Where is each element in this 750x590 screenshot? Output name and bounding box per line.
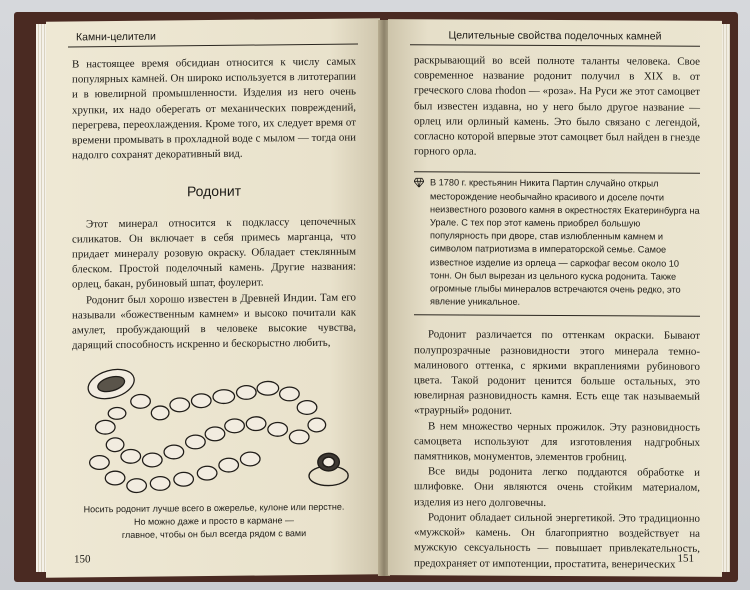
illustration-caption [72,501,356,543]
paragraph: В настоящее время обсидиан относится к числу самых популярных камней. Он широко используется в литотерапии и в ювелирной промышленности. Изделия из него очень хрупки, их надо оберегать от механических повреждений, перегрева, переохлаждения. Кроме того, их следует время от времени промывать в прохладной воде с мылом — тогда они надолго сохранят декоративный вид. [72,55,356,162]
ring-drawing [309,454,348,487]
paragraph: В нем множество черных прожилок. Эту разновидность самоцвета используют для изготовления надгробных памятников, монументов, элементов гробниц. [414,420,700,464]
paragraph: Родонит был хорошо известен в Древней Индии. Там его называли «божественным камнем» и высоко почитали как амулет, пробуждающий в человеке высокие чувства, дарящий способность искренно и бескорыстно любить, [72,291,356,352]
running-head-left: Камни-целители [68,28,358,47]
rhodonite-jewelry-illustration [72,359,356,502]
caption-line: главное, чтобы он был всегда рядом с вами [121,528,307,541]
paragraph: раскрывающий во всей полноте таланты человека. Свое современное название родонит получил в XIX в. от греческого слова rhodon — «роза». На Руси же этот самоцвет был известен издавна, но у него было другое название — орлец или орлиный камень. Это было связано с легендой, согласно которой впервые этот самоцвет был найден в гнезде горного орла. [414,54,700,158]
caption-line: Но можно даже и просто в кармане — [134,515,294,528]
note-box [414,172,700,318]
right-page-body [414,53,700,572]
note-text: В 1780 г. крестьянин Никита Партин случайно открыл месторождение необычайно красивого и доселе почти неизвестного розового камня в окрестностях Екатеринбурга на Урале. С тех пор этот камень приобрел большую популярность при дворе, став излюбленным камнем и символом патриотизма в императорской семье. Самое известное изделие из орлеца — саркофаг весом около 10 тонн. Он был вырезан из цельного куска родонита. Также огромные глыбы минералов встречаются очень редко, это явление уникальное. [430,177,700,308]
caption-line: Носить родонит лучше всего в ожерелье, кулоне или перстне. [83,502,345,515]
page-number-left: 150 [74,553,91,566]
gem-icon [414,178,424,188]
paragraph: Этот минерал относится к подклассу цепочечных силикатов. Он включает в себя примесь марганца, что придает минералу розовую окраску. Обладает стеклянным блеском. Простой поделочный камень. Другие названия: орлец, бакан, рубиновый шпат, фоулерит. [72,215,356,291]
paragraph: Все виды родонита легко поддаются обработке и шлифовке. Они являются очень стойким материалом, изделия из него долговечны. [414,465,700,509]
paragraph: Родонит обладает сильной энергетикой. Это традиционно «мужской» камень. Он благоприятно воздействует на мужскую сексуальность — повышает привлекательность, предохраняет от импотенции, простатита, венерических [414,511,700,571]
left-page [46,18,380,577]
section-title: Родонит [186,183,242,200]
necklace-drawing [72,359,356,502]
paragraph: Родонит различается по оттенкам окраски. Бывают полупрозрачные разновидности этого минерала темно-малинового оттенка, с яркими вкраплениями рубинового цвета. Такой родонит ценится больше остальных, это ювелирная разновидность камня. Есть еще так называемый «траурный» родонит. [414,328,700,418]
page-number-right: 151 [677,552,694,565]
running-head-right: Целительные свойства поделочных камней [410,29,700,47]
left-page-body [72,55,356,543]
right-page [388,19,722,577]
